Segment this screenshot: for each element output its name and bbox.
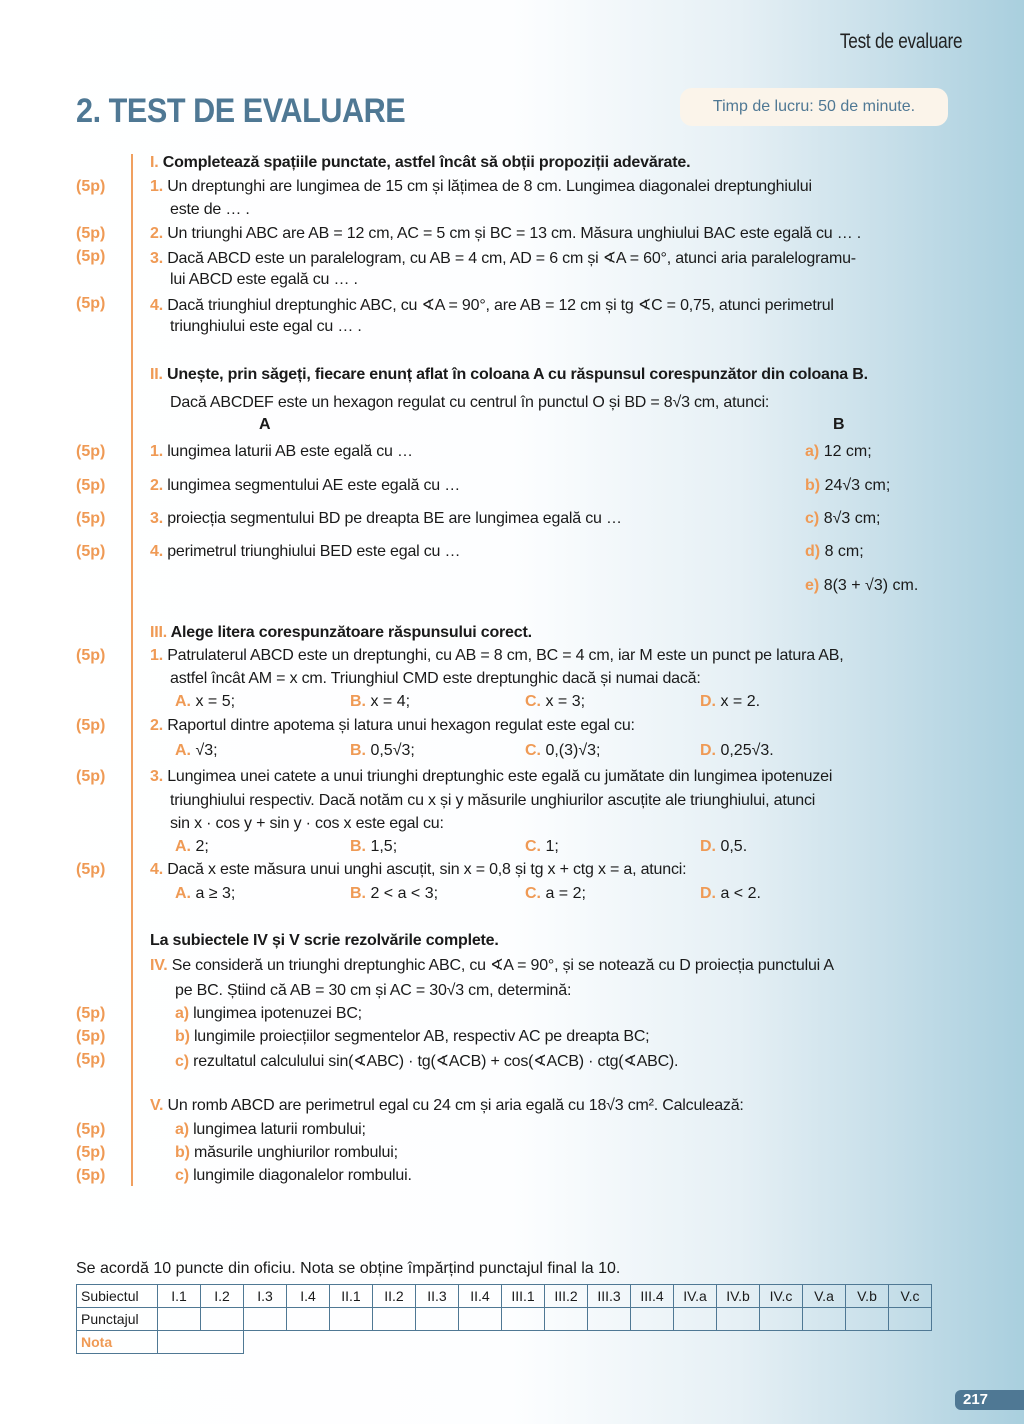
s3-q1-opt-c: C. x = 3; [525,693,586,710]
footer-note: Se acordă 10 puncte din oficiu. Nota se obține împărțind punctajul final la 10. [76,1260,621,1277]
time-limit-box: Timp de lucru: 50 de minute. [680,88,948,126]
points: (5p) [76,225,106,242]
score-cell[interactable] [201,1308,244,1331]
points: (5p) [76,543,106,560]
section-2-heading: II. Unește, prin săgeți, fiecare enunț aflat în coloana A cu răspunsul corespunzător din coloana B. [150,366,868,383]
section-4-statement-cont: pe BC. Știind că AB = 30 cm și AC = 30√3 cm, determină: [175,982,572,999]
row-label-subiectul: Subiectul [77,1285,158,1308]
score-cell[interactable] [631,1308,674,1331]
score-cell[interactable] [545,1308,588,1331]
score-cell[interactable] [158,1308,201,1331]
s2-item-1: 1. lungimea laturii AB este egală cu … [150,443,413,460]
s1-item-4: 4. Dacă triunghiul dreptunghic ABC, cu ∢A = 90°, are AB = 12 cm și tg ∢C = 0,75, atunci perimetrul [150,297,834,314]
points: (5p) [76,647,106,664]
score-cell[interactable] [330,1308,373,1331]
points: (5p) [76,1121,106,1138]
points: (5p) [76,248,106,265]
s3-q3-cont2: sin x · cos y + sin y · cos x este egal cu: [170,815,444,832]
s3-q4-opt-b: B. 2 < a < 3; [350,885,439,902]
s3-q3-opt-c: C. 1; [525,838,559,855]
s1-item-3: 3. Dacă ABCD este un paralelogram, cu AB = 4 cm, AD = 6 cm și ∢A = 60°, atunci aria paralelogramu- [150,250,856,267]
running-header: Test de evaluare [839,30,962,53]
score-cell[interactable] [846,1308,889,1331]
score-cell[interactable] [717,1308,760,1331]
points: (5p) [76,443,106,460]
s5-item-b: b) măsurile unghiurilor rombului; [175,1144,398,1161]
s45-heading: La subiectele IV și V scrie rezolvările complete. [150,932,499,949]
margin-divider [131,154,133,1186]
score-cell[interactable] [803,1308,846,1331]
subject-col-header: I.4 [287,1285,330,1308]
subject-col-header: I.2 [201,1285,244,1308]
points: (5p) [76,477,106,494]
s3-q4-opt-a: A. a ≥ 3; [175,885,236,902]
s2-item-3: 3. proiecția segmentului BD pe dreapta BE are lungimea egală cu … [150,510,622,527]
section-3-heading: III. Alege litera corespunzătoare răspunsului corect. [150,624,532,641]
s3-q2-opt-d: D. 0,25√3. [700,742,774,759]
s3-q1-opt-d: D. x = 2. [700,693,761,710]
score-cell[interactable] [889,1308,932,1331]
s3-q3: 3. Lungimea unei catete a unui triunghi dreptunghic este egală cu jumătate din lungimea ipotenuzei [150,768,833,785]
answer-a: a) 12 cm; [805,443,872,460]
s3-q2: 2. Raportul dintre apotema și latura unui hexagon regulat este egal cu: [150,717,635,734]
s3-q3-opt-b: B. 1,5; [350,838,398,855]
subject-col-header: II.1 [330,1285,373,1308]
answer-d: d) 8 cm; [805,543,864,560]
points: (5p) [76,510,106,527]
points: (5p) [76,295,106,312]
s3-q4-opt-d: D. a < 2. [700,885,761,902]
points: (5p) [76,178,106,195]
s5-item-a: a) lungimea laturii rombului; [175,1121,366,1138]
points: (5p) [76,1028,106,1045]
subject-col-header: V.c [889,1285,932,1308]
subject-col-header: II.4 [459,1285,502,1308]
s5-item-c: c) lungimile diagonalelor rombului. [175,1167,412,1184]
points: (5p) [76,1167,106,1184]
column-b-header: B [833,416,845,433]
answer-c: c) 8√3 cm; [805,510,881,527]
points: (5p) [76,768,106,785]
subject-col-header: II.2 [373,1285,416,1308]
s1-item-1: 1. Un dreptunghi are lungimea de 15 cm și lățimea de 8 cm. Lungimea diagonalei dreptunghiului [150,178,812,195]
section-4-statement: IV. Se consideră un triunghi dreptunghic ABC, cu ∢A = 90°, și se notează cu D proiecția punctului A [150,957,834,974]
s3-q3-opt-a: A. 2; [175,838,209,855]
s1-item-4-cont: triunghiului este egal cu … . [170,318,362,335]
s3-q1: 1. Patrulaterul ABCD este un dreptunghi, cu AB = 8 cm, BC = 4 cm, iar M este un punct pe latura AB, [150,647,844,664]
points: (5p) [76,1051,106,1068]
subject-col-header: III.1 [502,1285,545,1308]
nota-cell[interactable] [158,1331,244,1354]
section-5-statement: V. Un romb ABCD are perimetrul egal cu 24 cm și aria egală cu 18√3 cm². Calculează: [150,1097,744,1114]
s1-item-3-cont: lui ABCD este egală cu … . [170,271,358,288]
s3-q2-opt-a: A. √3; [175,742,218,759]
points: (5p) [76,1144,106,1161]
subject-col-header: II.3 [416,1285,459,1308]
subject-col-header: III.2 [545,1285,588,1308]
score-cell[interactable] [502,1308,545,1331]
subject-col-header: I.3 [244,1285,287,1308]
s3-q1-opt-a: A. x = 5; [175,693,236,710]
score-cell[interactable] [416,1308,459,1331]
subject-col-header: IV.a [674,1285,717,1308]
score-cell[interactable] [373,1308,416,1331]
score-table [76,1284,932,1354]
subject-col-header: IV.c [760,1285,803,1308]
s2-intro: Dacă ABCDEF este un hexagon regulat cu centrul în punctul O și BD = 8√3 cm, atunci: [170,394,770,411]
score-cell[interactable] [674,1308,717,1331]
points: (5p) [76,1005,106,1022]
s3-q3-opt-d: D. 0,5. [700,838,748,855]
s3-q1-opt-b: B. x = 4; [350,693,411,710]
subject-col-header: III.4 [631,1285,674,1308]
s3-q4: 4. Dacă x este măsura unui unghi ascuțit, sin x = 0,8 și tg x + ctg x = a, atunci: [150,861,687,878]
s1-item-1-cont: este de … . [170,201,250,218]
page-title: 2. TEST DE EVALUARE [76,92,406,130]
subject-col-header: III.3 [588,1285,631,1308]
row-label-nota: Nota [77,1331,158,1354]
score-cell[interactable] [588,1308,631,1331]
s4-item-c: c) rezultatul calculului sin(∢ABC) · tg(∢ACB) + cos(∢ACB) · ctg(∢ABC). [175,1053,679,1070]
score-cell[interactable] [287,1308,330,1331]
score-cell[interactable] [244,1308,287,1331]
subject-col-header: V.b [846,1285,889,1308]
section-1-heading: I. Completează spațiile punctate, astfel încât să obții propoziții adevărate. [150,154,691,171]
s3-q2-opt-b: B. 0,5√3; [350,742,415,759]
row-label-punctajul: Punctajul [77,1308,158,1331]
s3-q2-opt-c: C. 0,(3)√3; [525,742,601,759]
points: (5p) [76,861,106,878]
s4-item-a: a) lungimea ipotenuzei BC; [175,1005,362,1022]
subject-col-header: IV.b [717,1285,760,1308]
s1-item-2: 2. Un triunghi ABC are AB = 12 cm, AC = 5 cm și BC = 13 cm. Măsura unghiului BAC este egală cu … . [150,225,861,242]
s3-q4-opt-c: C. a = 2; [525,885,586,902]
points: (5p) [76,717,106,734]
score-cell[interactable] [760,1308,803,1331]
subject-col-header: I.1 [158,1285,201,1308]
column-a-header: A [259,416,271,433]
s4-item-b: b) lungimile proiecțiilor segmentelor AB, respectiv AC pe dreapta BC; [175,1028,650,1045]
answer-e: e) 8(3 + √3) cm. [805,577,919,594]
s2-item-4: 4. perimetrul triunghiului BED este egal cu … [150,543,461,560]
s2-item-2: 2. lungimea segmentului AE este egală cu … [150,477,461,494]
score-cell[interactable] [459,1308,502,1331]
s3-q3-cont: triunghiului respectiv. Dacă notăm cu x și y măsurile unghiurilor ascuțite ale triunghiului, atunci [170,792,816,809]
answer-b: b) 24√3 cm; [805,477,891,494]
s3-q1-cont: astfel încât AM = x cm. Triunghiul CMD este dreptunghic dacă și numai dacă: [170,670,701,687]
page-number: 217 [955,1390,1024,1410]
subject-col-header: V.a [803,1285,846,1308]
